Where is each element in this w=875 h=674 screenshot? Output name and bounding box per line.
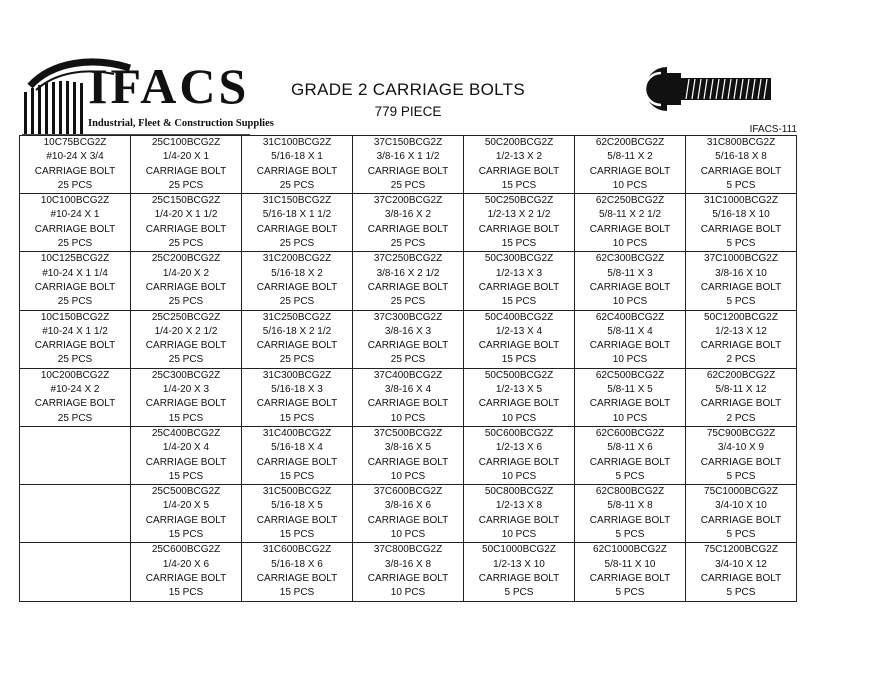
bolt-part-number: 75C1000BCG2Z (704, 486, 778, 498)
bolt-cell (242, 194, 353, 252)
bolt-part-number: 25C100BCG2Z (151, 137, 221, 148)
bolt-part-number: 31C1000BCG2Z (704, 195, 778, 207)
bolt-size: 3/8-16 X 2 1/2 (376, 267, 440, 279)
bolt-quantity: 25 PCS (279, 354, 315, 366)
page-subtitle: 779 PIECE (374, 104, 442, 119)
bolt-quantity: 15 PCS (279, 587, 315, 599)
bolt-part-number: 31C800BCG2Z (706, 137, 776, 148)
bolt-description: CARRIAGE BOLT (478, 572, 560, 584)
bolt-description: CARRIAGE BOLT (367, 281, 449, 293)
bolt-part-number: 25C500BCG2Z (151, 486, 221, 498)
bolt-quantity: 5 PCS (726, 529, 756, 541)
bolt-size: 5/8-11 X 8 (607, 500, 653, 512)
bolt-size: 1/2-13 X 10 (493, 558, 545, 570)
bolt-cell (131, 310, 242, 368)
bolt-size: 5/8-11 X 3 (607, 267, 653, 279)
grid-row (20, 485, 797, 543)
bolt-size: 1/4-20 X 2 1/2 (154, 325, 218, 337)
bolt-quantity: 5 PCS (726, 296, 756, 308)
bolt-quantity: 2 PCS (726, 412, 756, 424)
bolt-quantity: 15 PCS (501, 354, 537, 366)
bolt-cell (686, 543, 797, 601)
bolt-cell (242, 485, 353, 543)
bolt-part-number: 62C200BCG2Z (706, 369, 776, 381)
bolt-part-number: 50C1200BCG2Z (704, 311, 778, 323)
carriage-bolt-icon (643, 63, 773, 115)
bolt-quantity: 5 PCS (726, 179, 756, 191)
bolt-size: 5/8-11 X 5 (607, 384, 653, 396)
grid-row (20, 136, 797, 194)
bolt-cell (20, 310, 131, 368)
bolt-cell (20, 136, 131, 194)
bolt-cell (20, 252, 131, 310)
bolt-cell (242, 252, 353, 310)
bolt-cell (575, 485, 686, 543)
bolt-description: CARRIAGE BOLT (589, 223, 671, 235)
bolt-cell (353, 485, 464, 543)
bolt-quantity: 10 PCS (612, 296, 648, 308)
bolt-size: 5/16-18 X 3 (271, 384, 323, 396)
bolt-quantity: 10 PCS (612, 354, 648, 366)
bolt-cell (242, 310, 353, 368)
bolt-cell (131, 136, 242, 194)
empty-cell (20, 426, 131, 484)
bolt-part-number: 25C400BCG2Z (151, 427, 221, 439)
bolt-part-number: 31C250BCG2Z (262, 311, 332, 323)
bolt-part-number: 62C300BCG2Z (595, 253, 665, 265)
bolt-part-number: 37C1000BCG2Z (704, 253, 778, 265)
bolt-quantity: 5 PCS (726, 238, 756, 250)
bolt-quantity: 10 PCS (390, 412, 426, 424)
bolt-quantity: 15 PCS (279, 470, 315, 482)
bolt-size: 5/8-11 X 6 (607, 442, 653, 454)
bolt-description: CARRIAGE BOLT (700, 514, 782, 526)
bolt-description: CARRIAGE BOLT (367, 456, 449, 468)
bolt-description: CARRIAGE BOLT (145, 165, 227, 177)
bolt-cell (353, 194, 464, 252)
bolt-quantity: 10 PCS (501, 529, 537, 541)
bolt-part-number: 31C300BCG2Z (262, 369, 332, 381)
bolt-part-number: 25C600BCG2Z (151, 544, 221, 556)
logo-wordmark: IFACS (88, 58, 250, 114)
bolt-part-number: 10C75BCG2Z (43, 137, 107, 148)
bolt-part-number: 75C900BCG2Z (706, 427, 776, 439)
bolt-part-number: 62C250BCG2Z (595, 195, 665, 207)
bolt-description: CARRIAGE BOLT (478, 165, 560, 177)
bolt-description: CARRIAGE BOLT (478, 281, 560, 293)
bolt-description: CARRIAGE BOLT (145, 340, 227, 352)
bolt-size: 5/8-11 X 4 (607, 325, 653, 337)
bolt-quantity: 15 PCS (168, 470, 204, 482)
bolt-quantity: 25 PCS (57, 238, 93, 250)
bolt-cell (464, 485, 575, 543)
bolt-cell (20, 194, 131, 252)
bolt-description: CARRIAGE BOLT (478, 223, 560, 235)
bolt-size: 5/16-18 X 6 (271, 558, 323, 570)
bolt-description: CARRIAGE BOLT (589, 514, 671, 526)
bolt-description: CARRIAGE BOLT (145, 572, 227, 584)
bolt-size: 3/8-16 X 4 (384, 384, 432, 396)
bolt-cell (575, 368, 686, 426)
bolt-size: 3/4-10 X 10 (715, 500, 767, 512)
bolt-quantity: 5 PCS (615, 529, 645, 541)
bolt-quantity: 25 PCS (279, 238, 315, 250)
bolt-cell (686, 426, 797, 484)
bolt-part-number: 25C150BCG2Z (151, 195, 221, 207)
bolt-description: CARRIAGE BOLT (256, 223, 338, 235)
bolt-part-number: 50C800BCG2Z (484, 486, 554, 498)
bolt-size: 5/16-18 X 4 (271, 442, 323, 454)
bolt-cell (575, 426, 686, 484)
bolt-description: CARRIAGE BOLT (34, 398, 116, 410)
bolt-part-number: 31C400BCG2Z (262, 427, 332, 439)
bolt-part-number: 50C400BCG2Z (484, 311, 554, 323)
bolt-quantity: 10 PCS (612, 412, 648, 424)
bolt-cell (242, 368, 353, 426)
bolt-quantity: 25 PCS (390, 296, 426, 308)
bolt-size: 3/8-16 X 3 (384, 325, 432, 337)
bolt-quantity: 10 PCS (612, 179, 648, 191)
bolt-cell (464, 310, 575, 368)
bolt-part-number: 25C250BCG2Z (151, 311, 221, 323)
bolt-quantity: 5 PCS (504, 587, 534, 599)
bolt-size: 3/8-16 X 8 (384, 558, 432, 570)
bolt-quantity: 10 PCS (501, 412, 537, 424)
bolt-part-number: 37C800BCG2Z (373, 544, 443, 556)
bolt-cell (575, 136, 686, 194)
bolt-description: CARRIAGE BOLT (34, 223, 116, 235)
bolt-part-number: 75C1200BCG2Z (704, 544, 778, 556)
bolt-size: 5/16-18 X 2 (271, 267, 323, 279)
bolt-size: 5/16-18 X 10 (712, 209, 770, 221)
bolt-description: CARRIAGE BOLT (367, 165, 449, 177)
bolt-description: CARRIAGE BOLT (589, 398, 671, 410)
bolt-description: CARRIAGE BOLT (478, 340, 560, 352)
bolt-size: 1/2-13 X 6 (495, 442, 543, 454)
bolt-description: CARRIAGE BOLT (256, 165, 338, 177)
bolt-size: 1/4-20 X 2 (162, 267, 210, 279)
bolt-quantity: 10 PCS (612, 238, 648, 250)
bolt-part-number: 10C125BCG2Z (40, 253, 110, 265)
bolt-size: 1/4-20 X 5 (162, 500, 210, 512)
bolt-description: CARRIAGE BOLT (589, 165, 671, 177)
bolt-quantity: 15 PCS (501, 179, 537, 191)
bolt-size: 1/4-20 X 1 (162, 151, 210, 163)
bolt-cell (131, 252, 242, 310)
bolt-description: CARRIAGE BOLT (478, 456, 560, 468)
grid-row (20, 194, 797, 252)
bolt-size: 5/8-11 X 12 (715, 384, 767, 396)
bolt-cell (131, 426, 242, 484)
bolt-size: 1/4-20 X 6 (162, 558, 210, 570)
bolt-cell (353, 368, 464, 426)
bolt-cell (242, 543, 353, 601)
bolt-size: 1/2-13 X 4 (495, 325, 543, 337)
bolt-description: CARRIAGE BOLT (478, 514, 560, 526)
bolt-size: 1/4-20 X 4 (162, 442, 210, 454)
bolt-size: #10-24 X 1 1/4 (42, 267, 108, 279)
kit-code: IFACS-111 (749, 124, 797, 135)
bolt-quantity: 25 PCS (390, 179, 426, 191)
bolt-quantity: 10 PCS (390, 587, 426, 599)
bolt-cell (686, 368, 797, 426)
bolt-description: CARRIAGE BOLT (34, 281, 116, 293)
bolt-quantity: 25 PCS (279, 179, 315, 191)
grid-row (20, 368, 797, 426)
bolt-cell (575, 543, 686, 601)
bolt-part-number: 37C400BCG2Z (373, 369, 443, 381)
bolt-cell (131, 485, 242, 543)
bolt-description: CARRIAGE BOLT (367, 340, 449, 352)
bolt-description: CARRIAGE BOLT (700, 456, 782, 468)
bolt-description: CARRIAGE BOLT (367, 514, 449, 526)
bolt-cell (464, 136, 575, 194)
bolt-quantity: 25 PCS (57, 354, 93, 366)
bolt-quantity: 10 PCS (390, 470, 426, 482)
bolt-part-number: 50C200BCG2Z (484, 137, 554, 148)
bolt-part-number: 50C500BCG2Z (484, 369, 554, 381)
bolt-part-number: 37C250BCG2Z (373, 253, 443, 265)
ifacs-logo (22, 58, 274, 138)
bolt-size: 1/2-13 X 2 1/2 (487, 209, 551, 221)
bolt-part-number: 37C150BCG2Z (373, 137, 443, 148)
empty-cell (20, 543, 131, 601)
bolt-cell (353, 310, 464, 368)
grid-row (20, 543, 797, 601)
bolt-part-number: 25C200BCG2Z (151, 253, 221, 265)
bolt-quantity: 2 PCS (726, 354, 756, 366)
bolt-size: 5/16-18 X 5 (271, 500, 323, 512)
bolt-cell (353, 426, 464, 484)
bolt-cell (464, 252, 575, 310)
bolt-size: 3/4-10 X 9 (717, 442, 765, 454)
bolt-quantity: 25 PCS (279, 296, 315, 308)
bolt-quantity: 15 PCS (168, 529, 204, 541)
bolt-size: 5/16-18 X 2 1/2 (262, 325, 332, 337)
bolt-size: 5/16-18 X 8 (715, 151, 767, 163)
bolt-description: CARRIAGE BOLT (256, 456, 338, 468)
bolt-cell (353, 136, 464, 194)
bolt-quantity: 15 PCS (168, 587, 204, 599)
bolt-quantity: 15 PCS (501, 238, 537, 250)
bolt-quantity: 25 PCS (390, 354, 426, 366)
bolt-part-number: 50C600BCG2Z (484, 427, 554, 439)
bolt-description: CARRIAGE BOLT (478, 398, 560, 410)
bolt-quantity: 25 PCS (390, 238, 426, 250)
bolt-size: 5/16-18 X 1 (271, 151, 323, 163)
bolt-description: CARRIAGE BOLT (145, 223, 227, 235)
bolt-size: 5/16-18 X 1 1/2 (262, 209, 332, 221)
bolt-cell (464, 426, 575, 484)
bolt-size: 5/8-11 X 2 (607, 151, 653, 163)
bolt-cell (575, 252, 686, 310)
bolt-part-number: 31C100BCG2Z (262, 137, 332, 148)
bolt-description: CARRIAGE BOLT (589, 572, 671, 584)
bolt-part-number: 31C200BCG2Z (262, 253, 332, 265)
bolt-quantity: 5 PCS (726, 587, 756, 599)
page-title: GRADE 2 CARRIAGE BOLTS (291, 80, 525, 99)
bolt-size: 3/8-16 X 6 (384, 500, 432, 512)
bolt-description: CARRIAGE BOLT (589, 340, 671, 352)
bolt-size: 3/4-10 X 12 (715, 558, 767, 570)
bolt-quantity: 15 PCS (501, 296, 537, 308)
bolt-description: CARRIAGE BOLT (145, 398, 227, 410)
bolt-quantity: 25 PCS (168, 179, 204, 191)
bolt-quantity: 25 PCS (57, 179, 93, 191)
bolt-size: #10-24 X 1 1/2 (42, 325, 108, 337)
bolt-quantity: 10 PCS (501, 470, 537, 482)
bolt-description: CARRIAGE BOLT (700, 165, 782, 177)
grid-row (20, 426, 797, 484)
bolt-description: CARRIAGE BOLT (367, 223, 449, 235)
bolt-description: CARRIAGE BOLT (700, 281, 782, 293)
bolt-description: CARRIAGE BOLT (700, 398, 782, 410)
bolt-quantity: 15 PCS (279, 529, 315, 541)
bolt-cell (686, 252, 797, 310)
bolt-grid (19, 135, 797, 602)
bolt-size: 1/2-13 X 2 (495, 151, 543, 163)
bolt-size: 1/2-13 X 12 (715, 325, 767, 337)
bolt-cell (686, 136, 797, 194)
bolt-cell (464, 543, 575, 601)
bolt-size: 5/8-11 X 2 1/2 (598, 209, 662, 221)
bolt-cell (242, 426, 353, 484)
bolt-description: CARRIAGE BOLT (700, 223, 782, 235)
bolt-quantity: 25 PCS (168, 296, 204, 308)
bolt-part-number: 62C600BCG2Z (595, 427, 665, 439)
bolt-description: CARRIAGE BOLT (700, 340, 782, 352)
bolt-cell (131, 194, 242, 252)
bolt-description: CARRIAGE BOLT (256, 572, 338, 584)
bolt-quantity: 15 PCS (279, 412, 315, 424)
bolt-part-number: 31C600BCG2Z (262, 544, 332, 556)
bolt-cell (464, 194, 575, 252)
bolt-part-number: 37C600BCG2Z (373, 486, 443, 498)
bolt-quantity: 25 PCS (168, 238, 204, 250)
bolt-part-number: 50C250BCG2Z (484, 195, 554, 207)
bolt-quantity: 5 PCS (615, 470, 645, 482)
bolt-description: CARRIAGE BOLT (145, 281, 227, 293)
bolt-description: CARRIAGE BOLT (34, 165, 116, 177)
bolt-description: CARRIAGE BOLT (256, 281, 338, 293)
bolt-grid-body (20, 136, 797, 602)
bolt-quantity: 25 PCS (57, 412, 93, 424)
bolt-part-number: 62C1000BCG2Z (593, 544, 667, 556)
bolt-part-number: 62C200BCG2Z (595, 137, 665, 148)
bolt-description: CARRIAGE BOLT (34, 340, 116, 352)
bolt-cell (575, 194, 686, 252)
bolt-cell (575, 310, 686, 368)
bolt-cell (464, 368, 575, 426)
bolt-description: CARRIAGE BOLT (256, 514, 338, 526)
bolt-cell (242, 136, 353, 194)
bolt-quantity: 5 PCS (615, 587, 645, 599)
bolt-cell (353, 543, 464, 601)
bolt-part-number: 31C150BCG2Z (262, 195, 332, 207)
bolt-quantity: 25 PCS (168, 354, 204, 366)
bolt-part-number: 50C300BCG2Z (484, 253, 554, 265)
bolt-part-number: 10C150BCG2Z (40, 311, 110, 323)
logo-tagline: Industrial, Fleet & Construction Supplies (88, 118, 274, 129)
bolt-size: 1/4-20 X 3 (162, 384, 210, 396)
bolt-cell (20, 368, 131, 426)
bolt-size: #10-24 X 3/4 (46, 151, 104, 163)
bolt-part-number: 62C800BCG2Z (595, 486, 665, 498)
bolt-size: 3/8-16 X 10 (715, 267, 767, 279)
bolt-cell (131, 543, 242, 601)
bolt-part-number: 37C300BCG2Z (373, 311, 443, 323)
bolt-cell (686, 310, 797, 368)
bolt-size: 5/8-11 X 10 (604, 558, 656, 570)
grid-row (20, 310, 797, 368)
bolt-size: 1/2-13 X 8 (495, 500, 543, 512)
bolt-size: 1/2-13 X 5 (495, 384, 543, 396)
bolt-description: CARRIAGE BOLT (700, 572, 782, 584)
empty-cell (20, 485, 131, 543)
bolt-description: CARRIAGE BOLT (589, 456, 671, 468)
bolt-description: CARRIAGE BOLT (256, 340, 338, 352)
bolt-part-number: 37C500BCG2Z (373, 427, 443, 439)
bolt-quantity: 5 PCS (726, 470, 756, 482)
bolt-part-number: 25C300BCG2Z (151, 369, 221, 381)
grid-row (20, 252, 797, 310)
bolt-part-number: 62C500BCG2Z (595, 369, 665, 381)
bolt-size: 3/8-16 X 5 (384, 442, 432, 454)
bolt-size: 1/4-20 X 1 1/2 (154, 209, 218, 221)
bolt-part-number: 50C1000BCG2Z (482, 544, 556, 556)
bolt-quantity: 15 PCS (168, 412, 204, 424)
bolt-description: CARRIAGE BOLT (256, 398, 338, 410)
bolt-cell (353, 252, 464, 310)
bolt-cell (686, 194, 797, 252)
bolt-part-number: 62C400BCG2Z (595, 311, 665, 323)
bolt-size: #10-24 X 1 (50, 209, 100, 221)
bolt-part-number: 31C500BCG2Z (262, 486, 332, 498)
bolt-size: 1/2-13 X 3 (495, 267, 543, 279)
bolt-description: CARRIAGE BOLT (589, 281, 671, 293)
bolt-part-number: 37C200BCG2Z (373, 195, 443, 207)
bolt-part-number: 10C100BCG2Z (40, 195, 110, 207)
bolt-cell (131, 368, 242, 426)
bolt-quantity: 10 PCS (390, 529, 426, 541)
bolt-description: CARRIAGE BOLT (145, 456, 227, 468)
bolt-size: 3/8-16 X 1 1/2 (376, 151, 440, 163)
bolt-description: CARRIAGE BOLT (367, 572, 449, 584)
bolt-cell (686, 485, 797, 543)
bolt-quantity: 25 PCS (57, 296, 93, 308)
bolt-description: CARRIAGE BOLT (145, 514, 227, 526)
bolt-description: CARRIAGE BOLT (367, 398, 449, 410)
bolt-size: #10-24 X 2 (50, 384, 100, 396)
bolt-part-number: 10C200BCG2Z (40, 369, 110, 381)
bolt-size: 3/8-16 X 2 (384, 209, 432, 221)
